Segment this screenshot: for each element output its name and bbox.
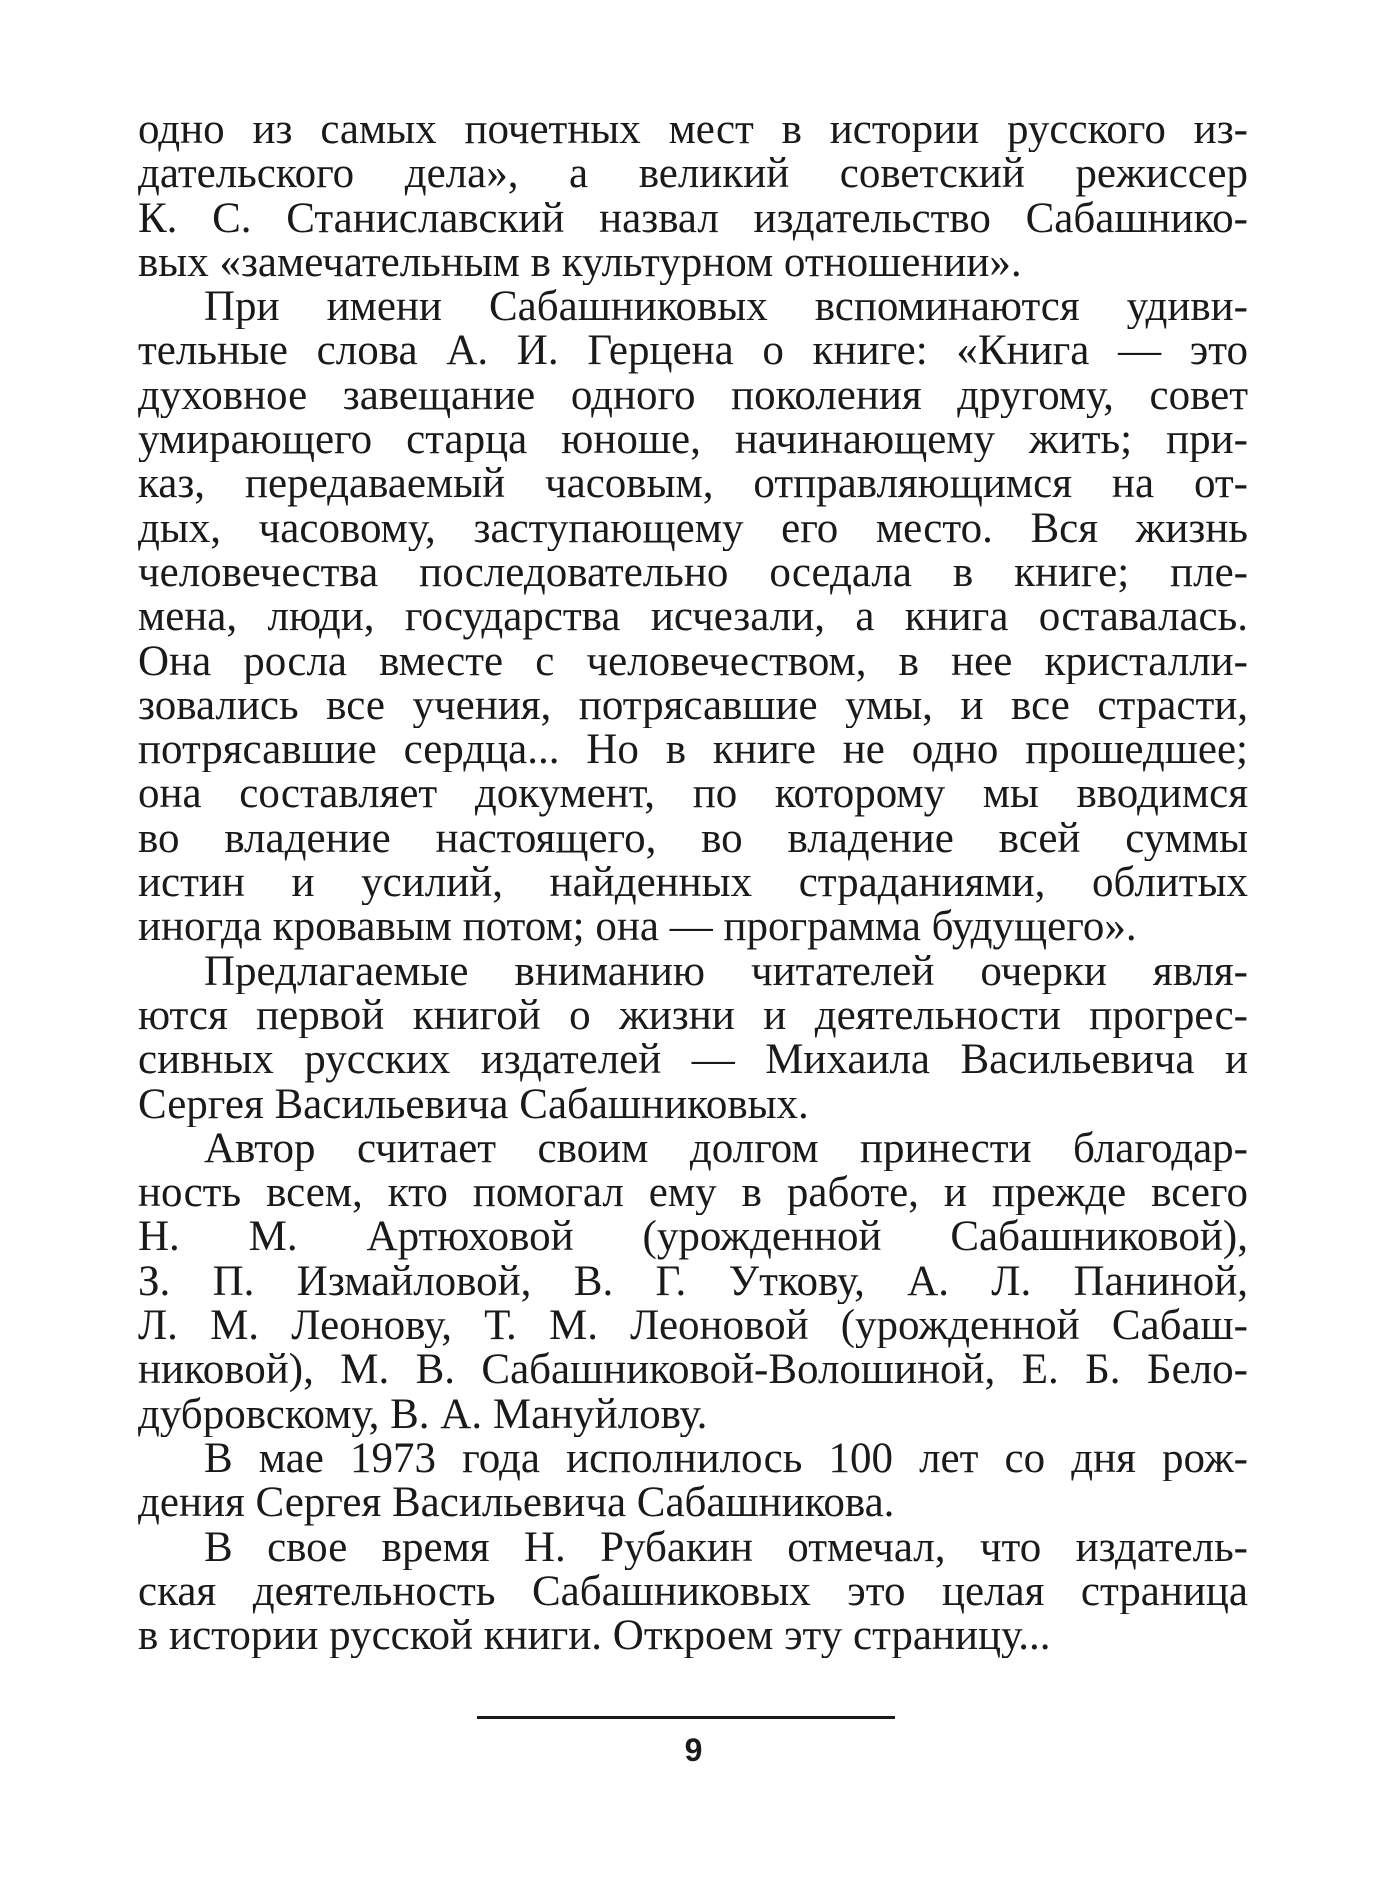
text-line: К. С. Станиславский назвал издательство Сабашнико- — [138, 196, 1248, 241]
text-line: каз, передаваемый часовым, отправляющимся на от- — [138, 462, 1248, 507]
text-line: дательского дела», а великий советский режиссер — [138, 152, 1248, 197]
text-line: Сергея Васильевича Сабашниковых. — [138, 1082, 809, 1127]
text-line: ность всем, кто помогал ему в работе, и прежде всего — [138, 1171, 1248, 1216]
text-line: одно из самых почетных мест в истории русского из- — [138, 108, 1248, 153]
text-line: Она росла вместе с человечеством, в нее кристалли- — [138, 639, 1248, 684]
footer-rule — [477, 1716, 895, 1719]
paragraph — [138, 1526, 1248, 1659]
paragraph — [138, 950, 1248, 1127]
text-line: ются первой книгой о жизни и деятельности прогрес- — [138, 993, 1248, 1039]
page-body — [138, 108, 1248, 1658]
text-line: она составляет документ, по которому мы вводимся — [138, 772, 1248, 817]
text-line: Н. М. Артюховой (урожденной Сабашниковой), — [138, 1215, 1248, 1260]
text-line: дых, часовому, заступающему его место. Вся жизнь — [138, 506, 1248, 551]
text-line: вых «замечательным в культурном отношении». — [138, 240, 1022, 286]
text-line: сивных русских издателей — Михаила Васильевича и — [138, 1038, 1248, 1083]
paragraph — [138, 285, 1248, 949]
text-line: дения Сергея Васильевича Сабашникова. — [138, 1481, 895, 1526]
text-line: в истории русской книги. Откроем эту страницу... — [138, 1614, 1051, 1659]
paragraph — [138, 1127, 1248, 1437]
text-line: Л. М. Леонову, Т. М. Леоновой (урожденной Сабаш- — [138, 1304, 1248, 1349]
paragraph — [138, 108, 1248, 285]
text-line: зовались все учения, потрясавшие умы, и все страсти, — [138, 683, 1248, 729]
text-line: потрясавшие сердца... Но в книге не одно прошедшее; — [138, 728, 1248, 773]
text-line: никовой), М. В. Сабашниковой-Волошиной, Е. Б. Бело- — [138, 1348, 1248, 1393]
text-line: иногда кровавым потом; она — программа будущего». — [138, 905, 1137, 950]
text-line: З. П. Измайловой, В. Г. Уткову, А. Л. Паниной, — [138, 1259, 1248, 1305]
text-line: мена, люди, государства исчезали, а книга оставалась. — [138, 595, 1248, 640]
text-line: тельные слова А. И. Герцена о книге: «Книга — это — [138, 329, 1248, 374]
text-line: во владение настоящего, во владение всей суммы — [138, 816, 1248, 862]
text-line: Автор считает своим долгом принести благодар- — [204, 1126, 1248, 1172]
paragraph — [138, 1437, 1248, 1526]
text-line: В свое время Н. Рубакин отмечал, что издатель- — [204, 1525, 1248, 1570]
text-line: умирающего старца юноше, начинающему жить; при- — [138, 418, 1248, 463]
text-line: духовное завещание одного поколения другому, совет — [138, 373, 1248, 419]
text-line: человечества последовательно оседала в книге; пле- — [138, 550, 1248, 596]
text-line: дубровскому, В. А. Мануйлову. — [138, 1392, 708, 1437]
text-line: При имени Сабашниковых вспоминаются удиви- — [204, 285, 1248, 330]
text-line: В мае 1973 года исполнилось 100 лет со дня рож- — [204, 1436, 1248, 1482]
page-number: 9 — [684, 1732, 703, 1768]
text-line: ская деятельность Сабашниковых это целая страница — [138, 1569, 1248, 1615]
text-line: истин и усилий, найденных страданиями, облитых — [138, 861, 1248, 906]
text-line: Предлагаемые вниманию читателей очерки явля- — [204, 949, 1248, 994]
